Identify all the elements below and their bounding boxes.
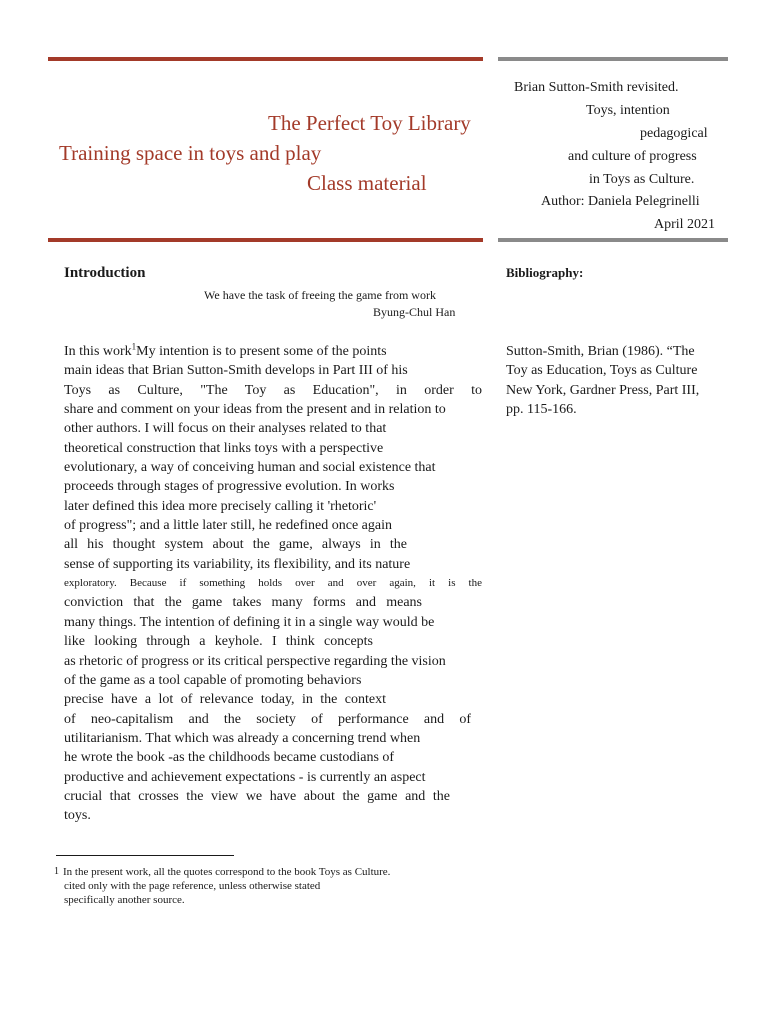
body-line-text: My intention is to present some of the points	[136, 344, 387, 359]
body-line: all his thought system about the game, always in the	[64, 537, 407, 553]
body-line: many things. The intention of defining it in a single way would be	[64, 614, 435, 630]
body-line: exploratory. Because if something holds over and over again, it is the	[64, 577, 482, 590]
body-line: conviction that the game takes many forms and means	[64, 595, 422, 611]
footnote-marker: 1	[54, 866, 59, 877]
document-title: The Perfect Toy Library	[268, 111, 471, 135]
meta-line: pedagogical	[640, 126, 708, 141]
bibliography-entry	[506, 342, 721, 419]
body-line: other authors. I will focus on their analyses related to that	[64, 421, 387, 437]
author-line: Author: Daniela Pelegrinelli	[541, 194, 700, 209]
body-line: share and comment on your ideas from the present and in relation to	[64, 402, 446, 418]
body-line: sense of supporting its variability, its flexibility, and its nature	[64, 556, 411, 572]
body-line: of neo-capitalism and the society of performance and of	[64, 711, 471, 727]
body-line: productive and achievement expectations - is currently an aspect	[64, 769, 426, 785]
body-line: he wrote the book -as the childhoods became custodians of	[64, 750, 395, 766]
sidebar-bottom-rule	[498, 238, 728, 242]
body-line: utilitarianism. That which was already a concerning trend when	[64, 730, 421, 746]
body-line: toys.	[64, 808, 91, 824]
body-line: main ideas that Brian Sutton-Smith develops in Part III of his	[64, 363, 408, 379]
body-line: evolutionary, a way of conceiving human and social existence that	[64, 460, 436, 476]
body-text	[64, 342, 482, 826]
footnote-reference[interactable]: 1	[131, 341, 137, 352]
footnote-text: In the present work, all the quotes correspond to the book Toys as Culture.	[63, 866, 391, 878]
footnote-line: specifically another source.	[64, 894, 185, 906]
body-line	[64, 342, 482, 361]
body-line: precise have a lot of relevance today, in the context	[64, 692, 386, 708]
body-line: of the game as a tool capable of promoting behaviors	[64, 672, 362, 688]
document-subtitle: Training space in toys and play	[59, 141, 322, 165]
meta-line: and culture of progress	[568, 149, 697, 164]
meta-line: Toys, intention	[586, 103, 670, 118]
bibliography-line: New York, Gardner Press, Part III,	[506, 382, 700, 398]
body-line: of progress"; and a little later still, he redefined once again	[64, 518, 392, 534]
footnote-line: cited only with the page reference, unless otherwise stated	[64, 880, 321, 892]
sidebar-top-rule	[498, 57, 728, 61]
header-top-rule	[48, 57, 483, 61]
body-line: as rhetoric of progress or its critical perspective regarding the vision	[64, 653, 446, 669]
meta-line: Brian Sutton-Smith revisited.	[514, 80, 679, 95]
body-line: crucial that crosses the view we have about the game and the	[64, 788, 450, 804]
meta-line: in Toys as Culture.	[589, 172, 695, 187]
bibliography-line: Toy as Education, Toys as Culture	[506, 363, 698, 379]
body-line: like looking through a keyhole. I think concepts	[64, 634, 373, 650]
footnote	[54, 865, 390, 907]
footnote-separator	[56, 855, 234, 856]
section-heading: Introduction	[64, 265, 146, 281]
epigraph-quote: We have the task of freeing the game from work	[204, 288, 436, 302]
bibliography-heading: Bibliography:	[506, 265, 584, 280]
body-line: later defined this idea more precisely calling it 'rhetoric'	[64, 498, 377, 514]
bibliography-line: Sutton-Smith, Brian (1986). “The	[506, 344, 695, 359]
bibliography-line: pp. 115-166.	[506, 402, 577, 418]
body-line: theoretical construction that links toys with a perspective	[64, 440, 384, 456]
footnote-line	[54, 865, 390, 879]
epigraph-author: Byung-Chul Han	[373, 305, 456, 319]
date-line: April 2021	[654, 217, 716, 232]
body-line: Toys as Culture, "The Toy as Education", in order to	[64, 382, 482, 398]
header-bottom-rule	[48, 238, 483, 242]
body-line-text: In this work	[64, 344, 132, 359]
body-line: proceeds through stages of progressive evolution. In works	[64, 479, 395, 495]
document-type-label: Class material	[307, 171, 427, 195]
